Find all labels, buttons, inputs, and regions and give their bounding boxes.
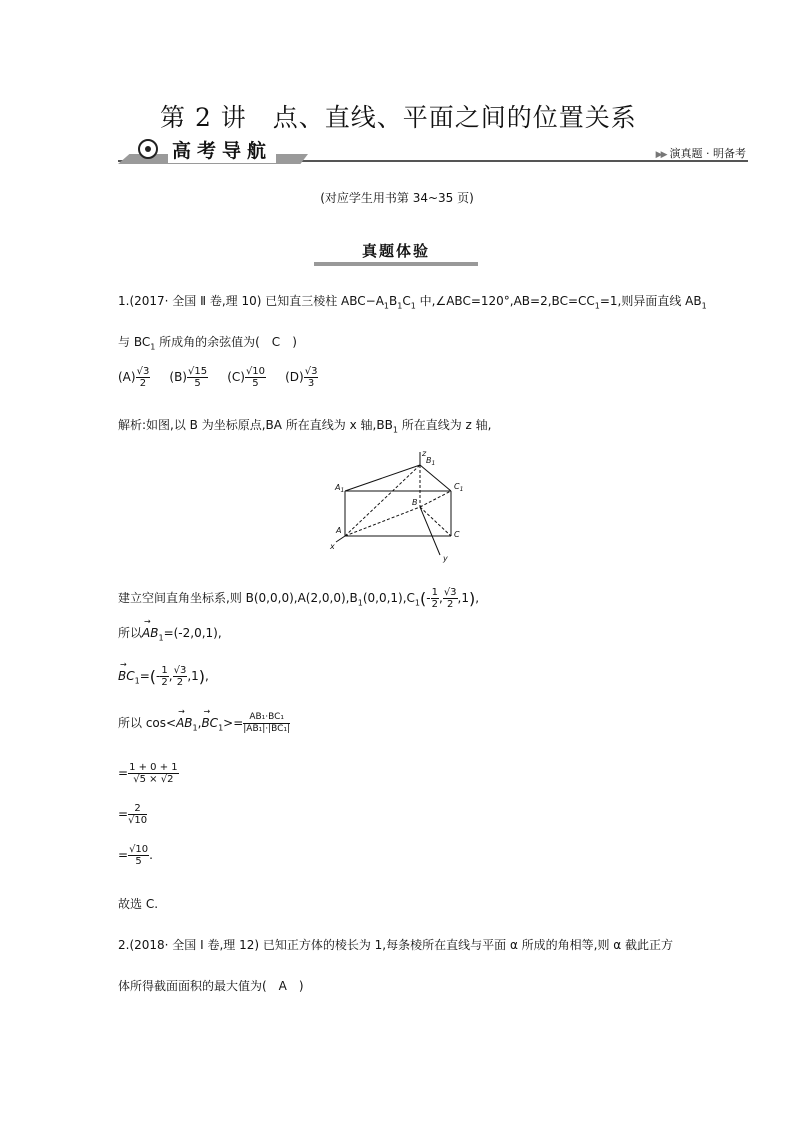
- q1-options: [118, 366, 318, 389]
- edge-a1b1: [345, 465, 420, 491]
- edge-ab: [345, 507, 420, 536]
- option-c: (C) $\frac{√10}{5}$: [227, 366, 266, 389]
- option-d: (D) $\frac{√3}{3}$: [285, 366, 318, 389]
- target-icon: [138, 139, 158, 159]
- svg-text:A1: $A_1$: [335, 483, 345, 494]
- section-underline: [314, 262, 478, 266]
- nav-subtitle: ▶▶ 演真题 · 明备考: [655, 147, 746, 160]
- svg-text:C: C: [454, 530, 460, 539]
- svg-text:x: x: [330, 542, 335, 551]
- diag-ab1: [345, 465, 420, 536]
- q1-answer: 故选 C.: [118, 897, 159, 911]
- svg-text:B: B: [412, 498, 418, 507]
- edge-bc: [420, 507, 451, 536]
- q1-step3: = $\frac{√10}{5}$ .: [118, 844, 153, 867]
- q1-stem-line2: 与 $BC_1$ 所成角的余弦值为( C ): [118, 335, 297, 352]
- q1-step2: = $\frac{2}{√10}$: [118, 803, 148, 826]
- double-arrow-icon: ▶▶: [655, 150, 666, 160]
- svg-text:C1: $C_1$: [454, 482, 464, 493]
- q1-coordinates: 建立空间直角坐标系,则 $B(0,0,0),A(2,0,0),B_1(0,0,1),C_1(-$ $\frac{1}{2}$ , $\frac{√3}{2}$ ,1),: [118, 587, 480, 610]
- q2-stem-line1: 2.(2018· 全国 Ⅰ 卷,理 12) 已知正方体的棱长为 1,每条棱所在直线与平面 α 所成的角相等,则 α 截此正方: [118, 938, 674, 952]
- option-a: (A) $\frac{√3}{2}$: [118, 366, 150, 389]
- page-reference: (对应学生用书第 34~35 页): [320, 191, 474, 205]
- axis-y: [420, 507, 440, 555]
- nav-banner: [118, 138, 748, 164]
- axis-x: [336, 536, 345, 542]
- svg-text:B1: $B_1$: [426, 456, 436, 467]
- svg-text:y: y: [443, 554, 448, 563]
- prism-figure: [328, 445, 464, 567]
- q1-cos-formula: 所以 $\cos<\to AB_1,\to BC_1>=$ $\frac{\text{AB₁·BC₁}}{\text{|AB₁|·|BC₁|}}$: [118, 712, 290, 735]
- page-title: 第 2 讲 点、直线、平面之间的位置关系: [160, 103, 637, 132]
- q1-analysis: 解析:如图,以 B 为坐标原点,BA 所在直线为 x 轴$,BB_1$ 所在直线为 z 轴,: [118, 418, 492, 435]
- q1-step1: = $\frac{1 + 0 + 1}{√5 \times √2}$: [118, 762, 178, 785]
- q1-stem-line1: 1.(2017· 全国 Ⅱ 卷,理 10) 已知直三棱柱 $ABC-A_1B_1C_1$ 中$,\angle ABC=120^\circ,AB=2,BC=CC_1=1$,则异面直线 $AB_1$: [118, 294, 707, 311]
- edge-b1c1: [420, 465, 451, 491]
- svg-text:z: z: [422, 449, 427, 458]
- q2-stem-line2: 体所得截面面积的最大值为( A ): [118, 979, 304, 993]
- section-heading: 真题体验: [314, 240, 478, 266]
- diag-bc1: [420, 491, 451, 507]
- q1-vector-bc1: → $BC_1=(-$ $\frac{1}{2}$ , $\frac{√3}{2}$ ,1),: [118, 665, 209, 688]
- svg-text:A: A: [336, 526, 342, 535]
- nav-title: 高考导航: [168, 136, 276, 163]
- q1-vector-ab1: 所以→ $AB_1=(-2,0,1)$,: [118, 624, 222, 642]
- option-b: (B) $\frac{√15}{5}$: [169, 366, 208, 389]
